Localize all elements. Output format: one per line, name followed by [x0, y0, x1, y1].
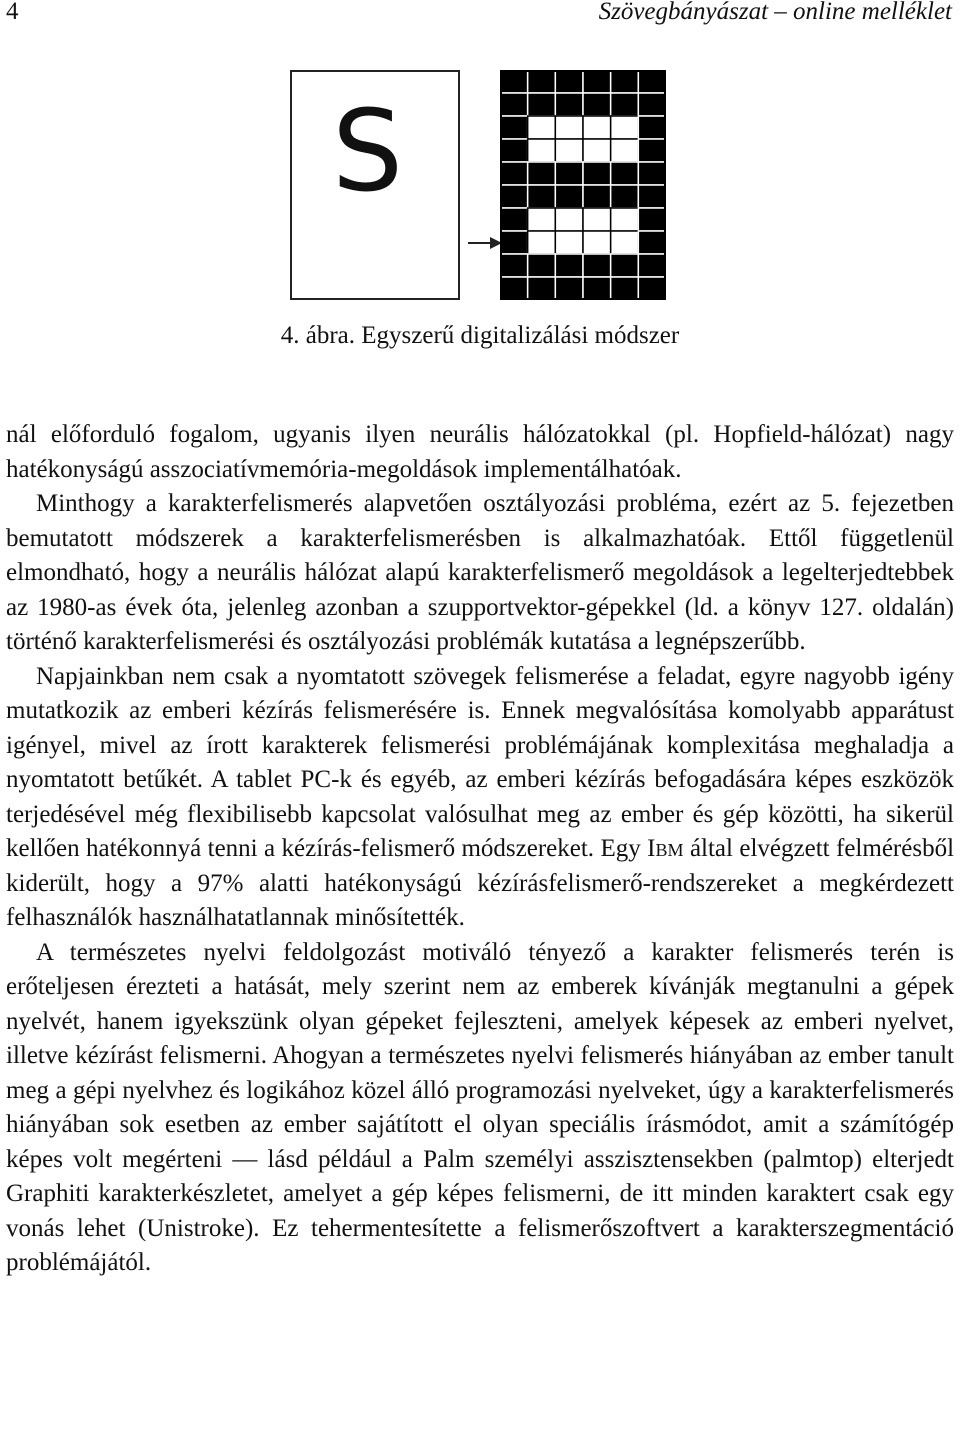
grid-cell — [500, 231, 528, 254]
figure — [0, 70, 960, 300]
grid-cell — [555, 116, 583, 139]
figure-caption: 4. ábra. Egyszerű digitalizálási módszer — [280, 322, 680, 349]
grid-cell — [528, 185, 556, 208]
page-number: 4 — [6, 0, 19, 25]
grid-cell — [528, 93, 556, 116]
handwritten-letter-panel — [290, 70, 460, 300]
grid-cell — [638, 185, 666, 208]
grid-cell — [555, 185, 583, 208]
grid-cell — [638, 254, 666, 277]
grid-cell — [638, 208, 666, 231]
grid-cell — [500, 254, 528, 277]
grid-cell — [583, 162, 611, 185]
grid-cell — [611, 93, 639, 116]
grid-cell — [638, 70, 666, 93]
grid-cell — [500, 208, 528, 231]
paragraph-1 — [6, 418, 954, 487]
ibm-small-caps: Ibm — [647, 835, 684, 862]
paragraph-3 — [6, 660, 954, 936]
grid-cell — [555, 254, 583, 277]
grid-cell — [583, 116, 611, 139]
grid-cell — [555, 231, 583, 254]
grid-cell — [528, 277, 556, 300]
grid-cell — [638, 231, 666, 254]
grid-cell — [583, 70, 611, 93]
grid-cell — [611, 116, 639, 139]
grid-cell — [611, 254, 639, 277]
grid-cell — [583, 185, 611, 208]
grid-cell — [500, 162, 528, 185]
grid-cell — [611, 139, 639, 162]
grid-cell — [555, 93, 583, 116]
paragraph-2-text: Minthogy a karakterfelismerés alapvetően osztályozási probléma, ezért az 5. fejezetben bemutatott módszerek a karakterfelismerésben is alkalmazhatóak. Ettől függetlenül elmondható, hogy a neurális hálózat alapú karakterfelismerő megoldások a legelterjedtebbek az 1980-as évek óta, jelenleg azonban a szupportvektor-gépekkel (ld. a könyv 127. oldalán) történő karakterfelismerési és osztályozási problémák kutatása a legnépszerűbb. — [6, 490, 954, 655]
grid-cell — [555, 139, 583, 162]
running-title: Szövegbányászat – online melléklet — [598, 0, 952, 25]
paragraph-3-text-b: által elvégzett felmérésből kiderült, hogy a 97% alatti hatékonyságú kézírásfelismerő-rendszereket a megkérdezett felhasználók használhatatlannak minősítették. — [6, 835, 955, 931]
grid-cell — [500, 277, 528, 300]
grid-cell — [611, 185, 639, 208]
grid-cell — [611, 277, 639, 300]
grid-cell — [500, 185, 528, 208]
grid-cell — [583, 139, 611, 162]
grid-cell — [528, 208, 556, 231]
grid-cell — [555, 208, 583, 231]
handwritten-s-image — [292, 72, 458, 298]
grid-cell — [555, 277, 583, 300]
digitized-pixel-grid — [500, 70, 666, 300]
grid-cell — [611, 70, 639, 93]
grid-cell — [528, 162, 556, 185]
grid-cell — [528, 139, 556, 162]
body-text — [6, 418, 954, 1281]
grid-cell — [583, 277, 611, 300]
paragraph-4 — [6, 936, 954, 1281]
grid-cell — [638, 277, 666, 300]
paragraph-4-text: A természetes nyelvi feldolgozást motiváló tényező a karakter felismerés terén is erőteljesen érezteti a hatását, mely szerint nem az emberek kívánják megtanulni a gépek nyelvét, hanem igyekszünk olyan gépeket fejleszteni, amelyek képesek az emberi nyelvet, illetve kézírást felismerni. Ahogyan a természetes nyelvi felismerés hiányában az ember tanult meg a gépi nyelvhez és logikához közel álló programozási nyelveket, úgy a karakterfelismerés hiányában sok esetben az ember sajátított el olyan speciális írásmódot, amit a számítógép képes volt megérteni — lásd például a Palm személyi asszisztensekben (palmtop) elterjedt Graphiti karakterkészletet, amelyet a gép képes felismerni, de itt minden karaktert csak egy vonás lehet (Unistroke). Ez tehermentesítette a felismerőszoftvert a karakterszegmentáció problémájától. — [6, 938, 954, 1276]
grid-cell — [583, 208, 611, 231]
grid-cell — [638, 162, 666, 185]
grid-cell — [583, 231, 611, 254]
grid-cell — [528, 116, 556, 139]
grid-cell — [638, 93, 666, 116]
grid-cell — [583, 254, 611, 277]
grid-cell — [528, 70, 556, 93]
grid-cell — [611, 208, 639, 231]
grid-cell — [500, 93, 528, 116]
grid-cell — [638, 139, 666, 162]
grid-cell — [638, 116, 666, 139]
grid-cell — [500, 139, 528, 162]
grid-cell — [611, 231, 639, 254]
handwritten-letter: S — [332, 87, 404, 217]
grid-cell — [500, 116, 528, 139]
paragraph-1-text: nál előforduló fogalom, ugyanis ilyen neurális hálózatokkal (pl. Hopfield-hálózat) nagy hatékonyságú asszociatívmemória-megoldások implementálhatóak. — [6, 421, 954, 483]
paragraph-3-text-a: Napjainkban nem csak a nyomtatott szövegek felismerése a feladat, egyre nagyobb igény mutatkozik az emberi kézírás felismerésére is. Ennek megvalósítása komolyabb apparátust igényel, mivel az írott karakterek felismerési problémájának komplexitása meghaladja a nyomtatott betűkét. A tablet PC-k és egyéb, az emberi kézírás befogadására képes eszközök terjedésével még flexibilisebb kapcsolat valósulhat meg az ember és gép közötti, ha sikerül kellően hatékonnyá tenni a kézírás-felismerő módszereket. Egy — [6, 662, 954, 862]
grid-cell — [528, 254, 556, 277]
grid-cell — [611, 162, 639, 185]
grid-cell — [555, 70, 583, 93]
grid-cell — [500, 70, 528, 93]
grid-cell — [555, 162, 583, 185]
grid-cell — [583, 93, 611, 116]
paragraph-2 — [6, 487, 954, 660]
arrow-icon — [468, 235, 502, 251]
grid-cell — [528, 231, 556, 254]
